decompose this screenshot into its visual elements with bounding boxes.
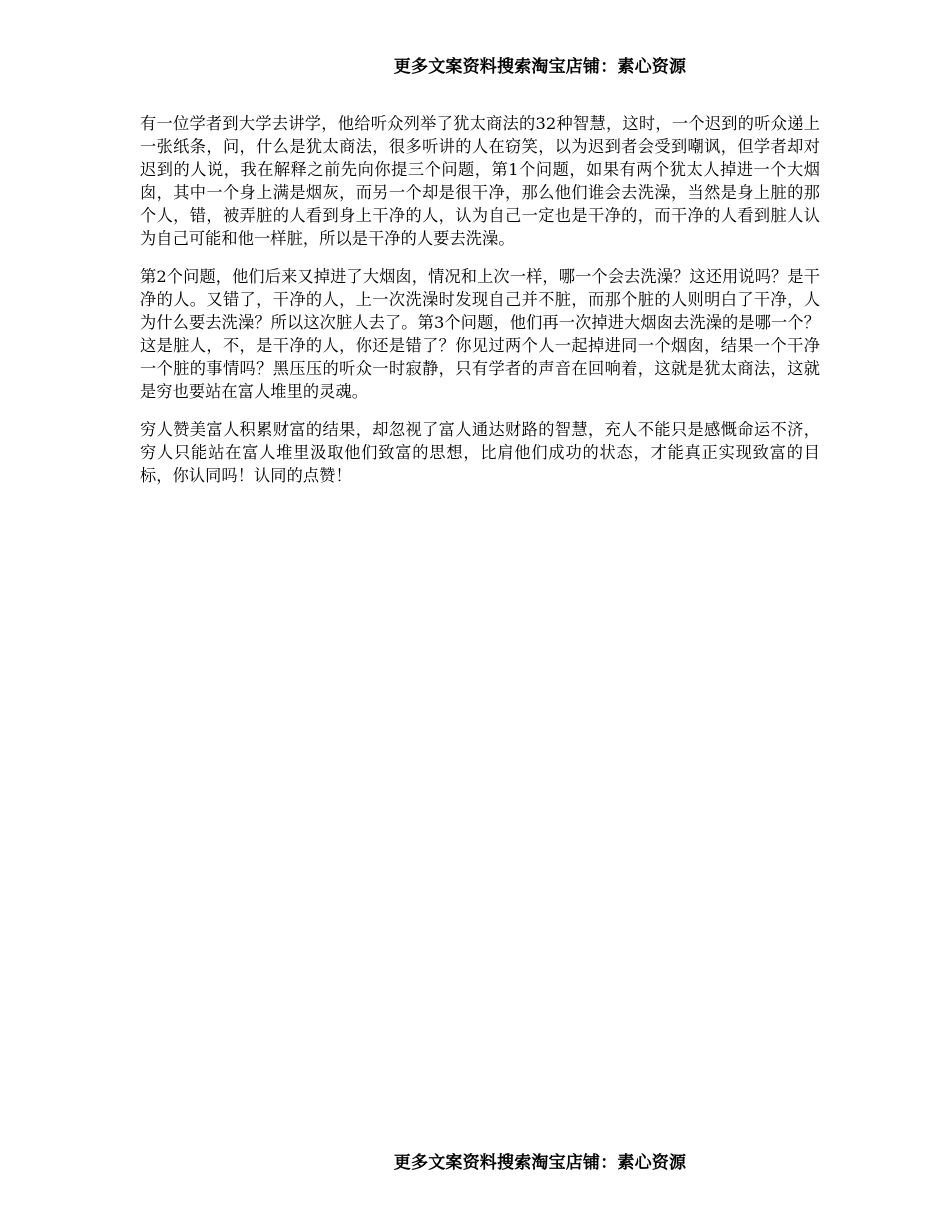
paragraph-2: 第2个问题，他们后来又掉进了大烟囱，情况和上次一样，哪一个会去洗澡？这还用说吗？是干净的人。又错了，干净的人，上一次洗澡时发现自己并不脏，而那个脏的人则明白了干净，人为什么要去洗澡？所以这次脏人去了。第3个问题，他们再一次掉进大烟囱去洗澡的是哪一个？这是脏人，不，是干净的人，你还是错了？你见过两个人一起掉进同一个烟囱，结果一个干净一个脏的事情吗？黑压压的听众一时寂静，只有学者的声音在回响着，这就是犹太商法，这就是穷也要站在富人堆里的灵魂。 [140, 267, 820, 401]
paragraph-3: 穷人赞美富人积累财富的结果，却忽视了富人通达财路的智慧，充人不能只是感慨命运不济，穷人只能站在富人堆里汲取他们致富的思想，比肩他们成功的状态，才能真正实现致富的目标，你认同吗！认同的点赞！ [140, 420, 820, 485]
article-body [140, 112, 820, 502]
header-banner: 更多文案资料搜索淘宝店铺：素心资源 [393, 57, 687, 77]
paragraph-1: 有一位学者到大学去讲学，他给听众列举了犹太商法的32种智慧，这时，一个迟到的听众递上一张纸条，问，什么是犹太商法，很多听讲的人在窃笑，以为迟到者会受到嘲讽，但学者却对迟到的人说，我在解释之前先向你提三个问题，第1个问题，如果有两个犹太人掉进一个大烟囱，其中一个身上满是烟灰，而另一个却是很干净，那么他们谁会去洗澡，当然是身上脏的那个人，错，被弄脏的人看到身上干净的人，认为自己一定也是干净的，而干净的人看到脏人认为自己可能和他一样脏，所以是干净的人要去洗澡。 [140, 114, 820, 248]
footer-banner: 更多文案资料搜索淘宝店铺：素心资源 [393, 1153, 687, 1173]
